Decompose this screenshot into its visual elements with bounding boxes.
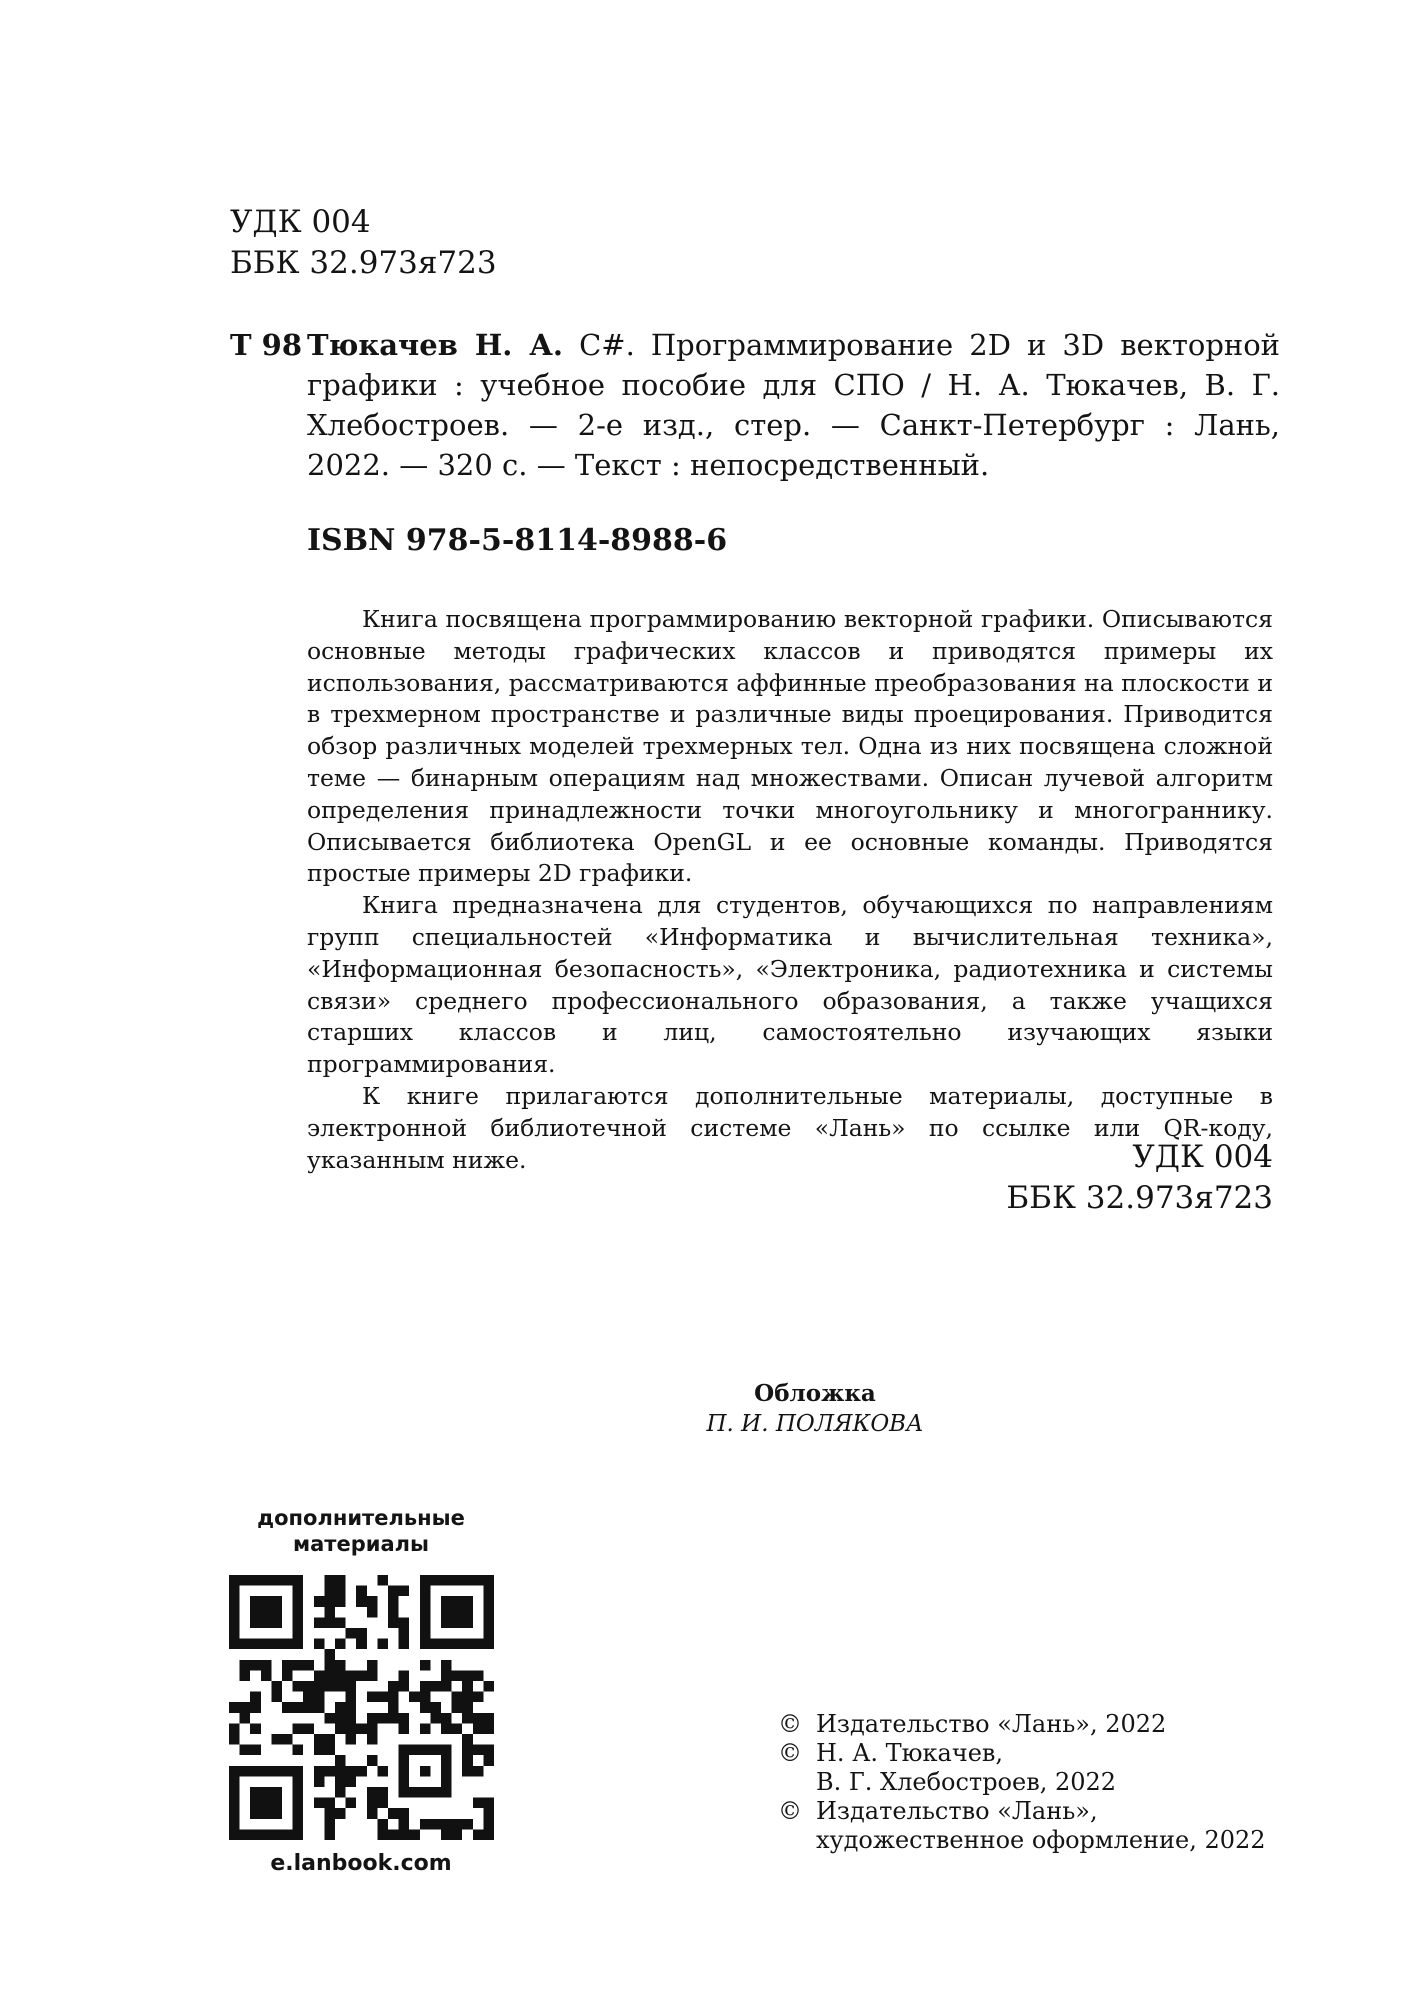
copyright-text-2a: Н. А. Тюкачев, [816, 1739, 1004, 1767]
author-mark: Т 98 [230, 328, 303, 362]
copyright-text-2b: В. Г. Хлебостроев, 2022 [816, 1768, 1117, 1796]
qr-title-line-1: дополнительные [257, 1506, 465, 1530]
record-author: Тюкачев Н. А. [307, 328, 564, 362]
abstract-paragraph-3: К книге прилагаются дополнительные материалы, доступные в электронной библиотечной системе «Лань» по ссылке или QR-коду, указанным ниже. [307, 1081, 1273, 1174]
abstract-paragraph-1: Книга посвящена программированию векторной графики. Описываются основные методы графических классов и приводятся примеры их использования, рассматриваются аффинные преобразования на плоскости и в трехмерном пространстве и различные виды проецирования. Приводится обзор различных моделей трехмерных тел. Одна из них посвящена сложной теме — бинарным операциям над множествами. Описан лучевой алгоритм определения принадлежности точки многоугольнику и многограннику. Описывается библиотека OpenGL и ее основные команды. Приводятся простые примеры 2D графики. [307, 605, 1273, 888]
isbn: ISBN 978-5-8114-8988-6 [307, 523, 728, 558]
qr-code-icon[interactable] [229, 1575, 494, 1840]
bibliographic-record [230, 325, 1280, 485]
copyright-item-1 [778, 1710, 1266, 1739]
udk-bbk-bottom [1006, 1137, 1273, 1219]
copyright-text-3b: художественное оформление, 2022 [816, 1826, 1266, 1854]
qr-title [225, 1505, 497, 1557]
record-description: C#. Программирование 2D и 3D векторной графики : учебное пособие для СПО / Н. А. Тюкачев, В. Г. Хлебостроев. — 2-е изд., стер. — Санкт-Петербург : Лань, 2022. — 320 с. — Текст : непосредственный. [307, 328, 1281, 482]
qr-title-line-2: материалы [292, 1532, 430, 1556]
copyright-text-1: Издательство «Лань», 2022 [816, 1710, 1167, 1738]
udk-code-bottom: УДК 004 [1132, 1139, 1273, 1175]
copyright-text-3a: Издательство «Лань», [816, 1797, 1098, 1825]
cover-credit [680, 1379, 950, 1439]
cover-label: Обложка [754, 1380, 876, 1407]
copyright-item-2 [778, 1739, 1266, 1797]
bbk-code-bottom: ББК 32.973я723 [1006, 1180, 1273, 1216]
abstract-paragraph-2: Книга предназначена для студентов, обучающихся по направлениям групп специальностей «Информатика и вычислительная техника», «Информационная безопасность», «Электроника, радиотехника и системы связи» среднего профессионального образования, а также учащихся старших классов и лиц, самостоятельно изучающих языки программирования. [307, 891, 1273, 1079]
copyright-icon: © [778, 1710, 802, 1738]
copyright-icon: © [778, 1739, 802, 1767]
abstract [307, 604, 1273, 1176]
qr-block [225, 1505, 497, 1876]
qr-url[interactable]: e.lanbook.com [270, 1851, 452, 1876]
bbk-code: ББК 32.973я723 [230, 245, 497, 281]
udk-code: УДК 004 [230, 204, 371, 240]
record-body [307, 325, 1280, 485]
copyright-block [778, 1710, 1266, 1855]
udk-bbk-top [230, 202, 497, 284]
cover-artist: П. И. ПОЛЯКОВА [706, 1411, 924, 1437]
copyright-item-3 [778, 1797, 1266, 1855]
copyright-icon: © [778, 1797, 802, 1825]
